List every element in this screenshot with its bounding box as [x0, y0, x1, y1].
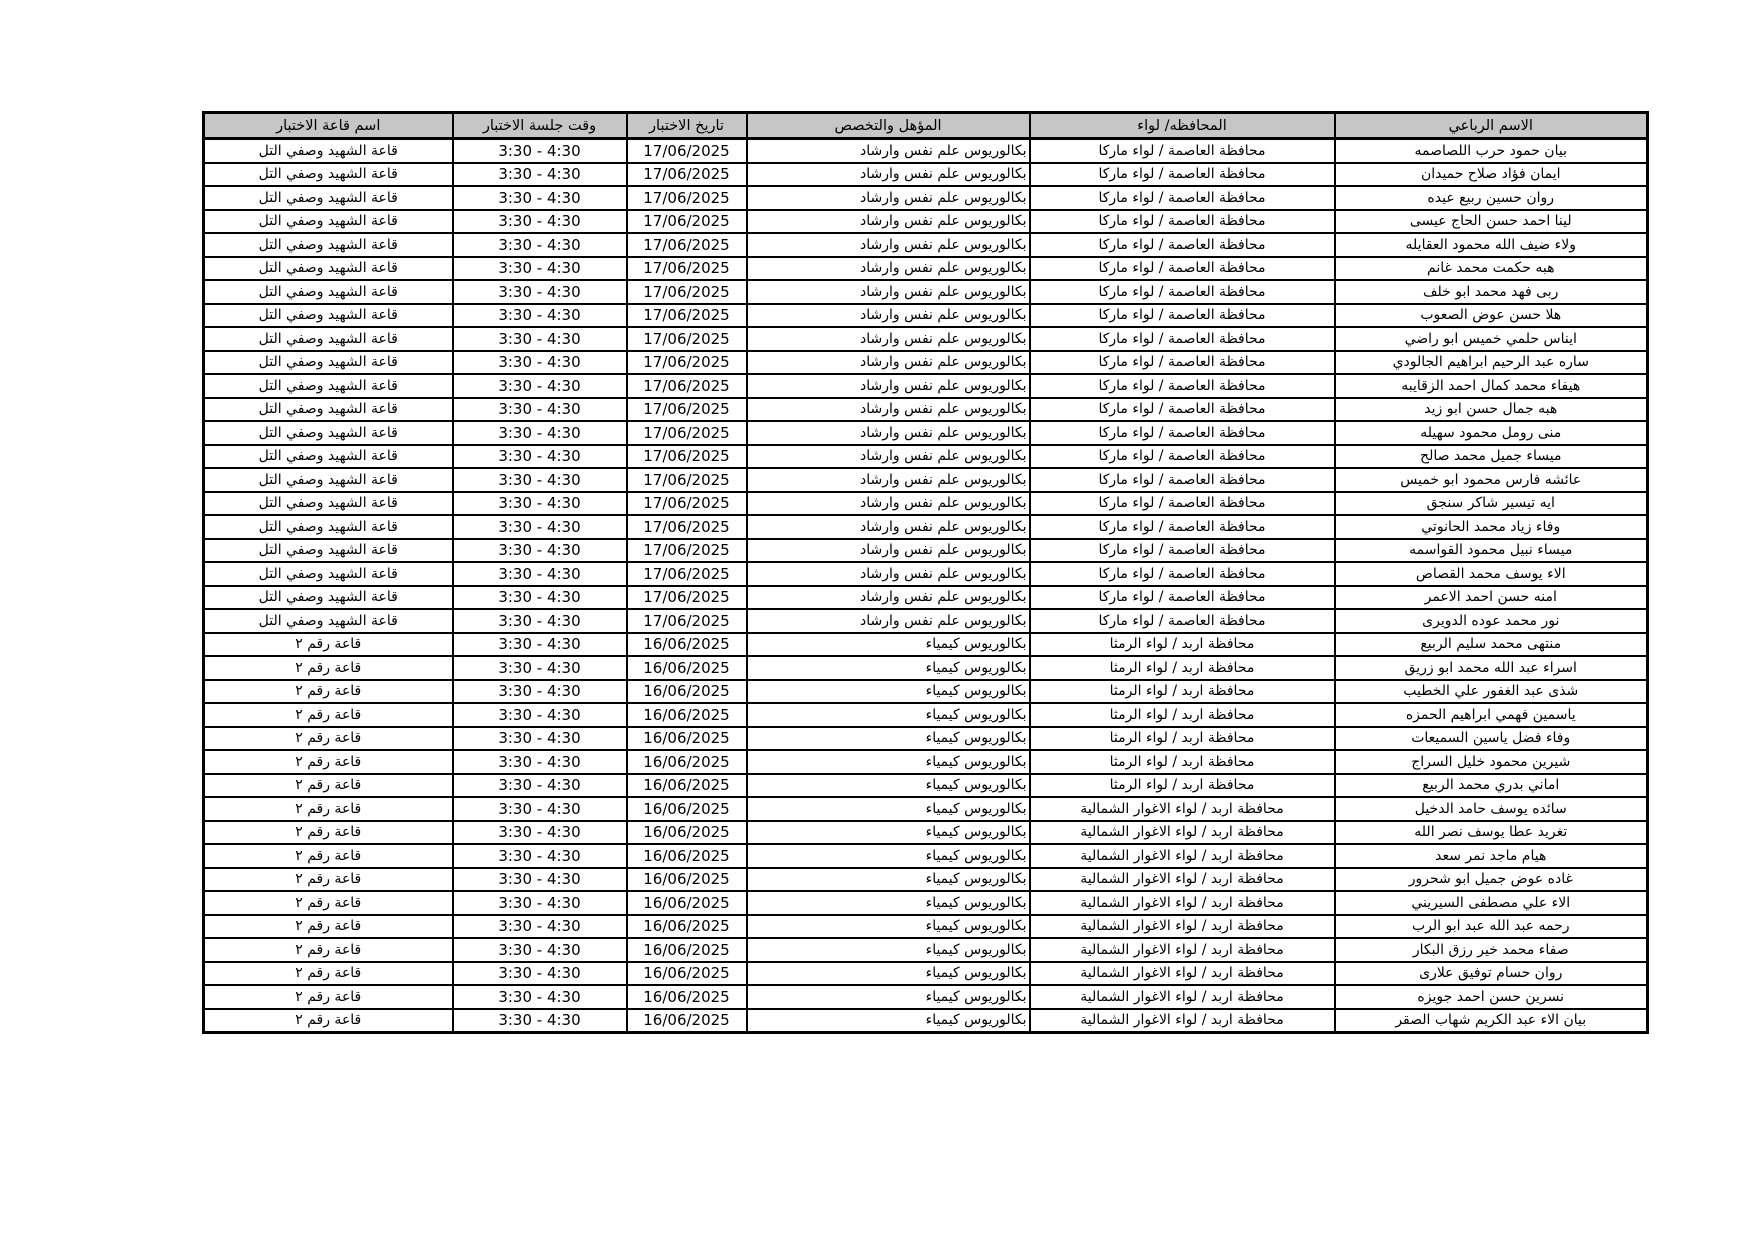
- cell-name: اسراء عبد الله محمد ابو زريق: [1335, 656, 1648, 680]
- cell-name: نور محمد عوده الدويرى: [1335, 609, 1648, 633]
- cell-name: شذى عبد الغفور علي الخطيب: [1335, 680, 1648, 704]
- cell-time: 3:30 - 4:30: [453, 868, 627, 892]
- cell-qualification: بكالوريوس علم نفس وارشاد: [747, 257, 1030, 281]
- cell-name: هيام ماجد نمر سعد: [1335, 844, 1648, 868]
- cell-date: 17/06/2025: [627, 586, 747, 610]
- cell-date: 16/06/2025: [627, 774, 747, 798]
- cell-name: بيان حمود حرب اللصاصمه: [1335, 139, 1648, 163]
- table-row: [204, 515, 1648, 539]
- table-row: [204, 280, 1648, 304]
- table-row: [204, 586, 1648, 610]
- cell-time: 3:30 - 4:30: [453, 515, 627, 539]
- cell-governorate: محافظة اربد / لواء الرمثا: [1030, 703, 1335, 727]
- cell-qualification: بكالوريوس كيمياء: [747, 656, 1030, 680]
- cell-time: 3:30 - 4:30: [453, 492, 627, 516]
- table-row: [204, 562, 1648, 586]
- cell-time: 3:30 - 4:30: [453, 233, 627, 257]
- table-row: [204, 750, 1648, 774]
- cell-name: منى رومل محمود سهيله: [1335, 421, 1648, 445]
- cell-name: نسرين حسن احمد جويزه: [1335, 985, 1648, 1009]
- table-row: [204, 304, 1648, 328]
- cell-governorate: محافظة العاصمة / لواء ماركا: [1030, 304, 1335, 328]
- cell-name: غاده عوض جميل ابو شحرور: [1335, 868, 1648, 892]
- cell-qualification: بكالوريوس علم نفس وارشاد: [747, 492, 1030, 516]
- cell-hall: قاعة الشهيد وصفي التل: [204, 327, 453, 351]
- cell-time: 3:30 - 4:30: [453, 539, 627, 563]
- table-row: [204, 609, 1648, 633]
- cell-hall: قاعة رقم ٢: [204, 891, 453, 915]
- cell-hall: قاعة الشهيد وصفي التل: [204, 374, 453, 398]
- cell-time: 3:30 - 4:30: [453, 938, 627, 962]
- cell-governorate: محافظة العاصمة / لواء ماركا: [1030, 562, 1335, 586]
- table-row: [204, 163, 1648, 187]
- cell-hall: قاعة الشهيد وصفي التل: [204, 421, 453, 445]
- table-row: [204, 891, 1648, 915]
- cell-hall: قاعة الشهيد وصفي التل: [204, 398, 453, 422]
- cell-time: 3:30 - 4:30: [453, 1009, 627, 1033]
- cell-hall: قاعة الشهيد وصفي التل: [204, 257, 453, 281]
- cell-name: شيرين محمود خليل السراج: [1335, 750, 1648, 774]
- cell-name: اماني بدري محمد الربيع: [1335, 774, 1648, 798]
- cell-date: 17/06/2025: [627, 280, 747, 304]
- cell-date: 17/06/2025: [627, 468, 747, 492]
- header-time: وقت جلسة الاختبار: [453, 113, 627, 139]
- cell-qualification: بكالوريوس علم نفس وارشاد: [747, 398, 1030, 422]
- cell-hall: قاعة رقم ٢: [204, 938, 453, 962]
- table-row: [204, 915, 1648, 939]
- cell-time: 3:30 - 4:30: [453, 609, 627, 633]
- cell-governorate: محافظة اربد / لواء الاغوار الشمالية: [1030, 1009, 1335, 1033]
- cell-governorate: محافظة العاصمة / لواء ماركا: [1030, 186, 1335, 210]
- cell-time: 3:30 - 4:30: [453, 821, 627, 845]
- cell-governorate: محافظة العاصمة / لواء ماركا: [1030, 515, 1335, 539]
- cell-name: سائده يوسف حامد الدخيل: [1335, 797, 1648, 821]
- cell-governorate: محافظة اربد / لواء الاغوار الشمالية: [1030, 797, 1335, 821]
- table-header: [204, 113, 1648, 139]
- cell-governorate: محافظة العاصمة / لواء ماركا: [1030, 374, 1335, 398]
- table-row: [204, 774, 1648, 798]
- cell-qualification: بكالوريوس علم نفس وارشاد: [747, 351, 1030, 375]
- cell-qualification: بكالوريوس علم نفس وارشاد: [747, 515, 1030, 539]
- table-row: [204, 985, 1648, 1009]
- cell-hall: قاعة الشهيد وصفي التل: [204, 586, 453, 610]
- table-row: [204, 327, 1648, 351]
- cell-date: 16/06/2025: [627, 915, 747, 939]
- cell-governorate: محافظة اربد / لواء الاغوار الشمالية: [1030, 915, 1335, 939]
- cell-date: 17/06/2025: [627, 139, 747, 163]
- cell-governorate: محافظة اربد / لواء الرمثا: [1030, 774, 1335, 798]
- header-date: تاريخ الاختبار: [627, 113, 747, 139]
- cell-governorate: محافظة العاصمة / لواء ماركا: [1030, 327, 1335, 351]
- table-row: [204, 868, 1648, 892]
- cell-qualification: بكالوريوس علم نفس وارشاد: [747, 421, 1030, 445]
- header-hall: اسم قاعة الاختبار: [204, 113, 453, 139]
- cell-governorate: محافظة اربد / لواء الرمثا: [1030, 633, 1335, 657]
- cell-date: 17/06/2025: [627, 351, 747, 375]
- cell-name: ولاء ضيف الله محمود العقايله: [1335, 233, 1648, 257]
- cell-time: 3:30 - 4:30: [453, 680, 627, 704]
- table-row: [204, 727, 1648, 751]
- cell-time: 3:30 - 4:30: [453, 633, 627, 657]
- table-row: [204, 539, 1648, 563]
- table-row: [204, 680, 1648, 704]
- table-row: [204, 445, 1648, 469]
- cell-date: 16/06/2025: [627, 891, 747, 915]
- cell-qualification: بكالوريوس كيمياء: [747, 680, 1030, 704]
- cell-hall: قاعة رقم ٢: [204, 680, 453, 704]
- cell-date: 16/06/2025: [627, 821, 747, 845]
- cell-qualification: بكالوريوس علم نفس وارشاد: [747, 304, 1030, 328]
- cell-qualification: بكالوريوس كيمياء: [747, 1009, 1030, 1033]
- cell-qualification: بكالوريوس كيمياء: [747, 797, 1030, 821]
- cell-governorate: محافظة اربد / لواء الاغوار الشمالية: [1030, 985, 1335, 1009]
- cell-qualification: بكالوريوس علم نفس وارشاد: [747, 374, 1030, 398]
- cell-qualification: بكالوريوس علم نفس وارشاد: [747, 562, 1030, 586]
- cell-date: 17/06/2025: [627, 327, 747, 351]
- cell-qualification: بكالوريوس كيمياء: [747, 750, 1030, 774]
- cell-date: 16/06/2025: [627, 844, 747, 868]
- cell-date: 16/06/2025: [627, 962, 747, 986]
- cell-governorate: محافظة العاصمة / لواء ماركا: [1030, 210, 1335, 234]
- cell-qualification: بكالوريوس علم نفس وارشاد: [747, 539, 1030, 563]
- cell-hall: قاعة الشهيد وصفي التل: [204, 139, 453, 163]
- cell-governorate: محافظة العاصمة / لواء ماركا: [1030, 257, 1335, 281]
- cell-governorate: محافظة اربد / لواء الاغوار الشمالية: [1030, 938, 1335, 962]
- cell-governorate: محافظة اربد / لواء الاغوار الشمالية: [1030, 821, 1335, 845]
- cell-name: ياسمين فهمي ابراهيم الحمزه: [1335, 703, 1648, 727]
- cell-date: 16/06/2025: [627, 1009, 747, 1033]
- table-row: [204, 257, 1648, 281]
- cell-hall: قاعة الشهيد وصفي التل: [204, 280, 453, 304]
- cell-time: 3:30 - 4:30: [453, 139, 627, 163]
- cell-name: روان حسام توفيق علارى: [1335, 962, 1648, 986]
- cell-hall: قاعة رقم ٢: [204, 633, 453, 657]
- cell-name: امنه حسن احمد الاعمر: [1335, 586, 1648, 610]
- cell-time: 3:30 - 4:30: [453, 750, 627, 774]
- header-name: الاسم الرباعي: [1335, 113, 1648, 139]
- cell-date: 16/06/2025: [627, 750, 747, 774]
- cell-name: ميساء جميل محمد صالح: [1335, 445, 1648, 469]
- cell-time: 3:30 - 4:30: [453, 445, 627, 469]
- cell-qualification: بكالوريوس علم نفس وارشاد: [747, 139, 1030, 163]
- cell-date: 17/06/2025: [627, 562, 747, 586]
- table-row: [204, 233, 1648, 257]
- cell-qualification: بكالوريوس كيمياء: [747, 633, 1030, 657]
- cell-time: 3:30 - 4:30: [453, 163, 627, 187]
- header-row: [204, 113, 1648, 139]
- cell-hall: قاعة الشهيد وصفي التل: [204, 163, 453, 187]
- cell-hall: قاعة رقم ٢: [204, 1009, 453, 1033]
- cell-qualification: بكالوريوس كيمياء: [747, 844, 1030, 868]
- cell-qualification: بكالوريوس كيمياء: [747, 962, 1030, 986]
- cell-time: 3:30 - 4:30: [453, 586, 627, 610]
- cell-time: 3:30 - 4:30: [453, 468, 627, 492]
- cell-name: لينا احمد حسن الحاج عيسى: [1335, 210, 1648, 234]
- cell-qualification: بكالوريوس كيمياء: [747, 774, 1030, 798]
- cell-date: 16/06/2025: [627, 868, 747, 892]
- cell-qualification: بكالوريوس كيمياء: [747, 891, 1030, 915]
- cell-qualification: بكالوريوس علم نفس وارشاد: [747, 468, 1030, 492]
- cell-qualification: بكالوريوس كيمياء: [747, 703, 1030, 727]
- cell-date: 16/06/2025: [627, 680, 747, 704]
- table-row: [204, 398, 1648, 422]
- cell-governorate: محافظة العاصمة / لواء ماركا: [1030, 351, 1335, 375]
- cell-date: 17/06/2025: [627, 421, 747, 445]
- cell-governorate: محافظة اربد / لواء الاغوار الشمالية: [1030, 868, 1335, 892]
- cell-date: 17/06/2025: [627, 233, 747, 257]
- cell-time: 3:30 - 4:30: [453, 374, 627, 398]
- cell-date: 16/06/2025: [627, 656, 747, 680]
- cell-governorate: محافظة اربد / لواء الرمثا: [1030, 680, 1335, 704]
- cell-name: منتهى محمد سليم الربيع: [1335, 633, 1648, 657]
- cell-name: ميساء نبيل محمود القواسمه: [1335, 539, 1648, 563]
- cell-hall: قاعة الشهيد وصفي التل: [204, 515, 453, 539]
- table-row: [204, 821, 1648, 845]
- cell-governorate: محافظة العاصمة / لواء ماركا: [1030, 139, 1335, 163]
- cell-name: وفاء فضل ياسين السميعات: [1335, 727, 1648, 751]
- table-row: [204, 962, 1648, 986]
- cell-governorate: محافظة العاصمة / لواء ماركا: [1030, 539, 1335, 563]
- table-row: [204, 633, 1648, 657]
- cell-hall: قاعة رقم ٢: [204, 985, 453, 1009]
- cell-qualification: بكالوريوس كيمياء: [747, 985, 1030, 1009]
- table-row: [204, 797, 1648, 821]
- cell-governorate: محافظة العاصمة / لواء ماركا: [1030, 421, 1335, 445]
- table-row: [204, 210, 1648, 234]
- cell-hall: قاعة رقم ٢: [204, 844, 453, 868]
- cell-hall: قاعة الشهيد وصفي التل: [204, 609, 453, 633]
- cell-governorate: محافظة اربد / لواء الرمثا: [1030, 656, 1335, 680]
- cell-governorate: محافظة اربد / لواء الرمثا: [1030, 750, 1335, 774]
- cell-date: 16/06/2025: [627, 938, 747, 962]
- cell-time: 3:30 - 4:30: [453, 985, 627, 1009]
- cell-hall: قاعة الشهيد وصفي التل: [204, 186, 453, 210]
- cell-time: 3:30 - 4:30: [453, 797, 627, 821]
- cell-time: 3:30 - 4:30: [453, 774, 627, 798]
- cell-date: 16/06/2025: [627, 703, 747, 727]
- cell-qualification: بكالوريوس علم نفس وارشاد: [747, 586, 1030, 610]
- cell-hall: قاعة الشهيد وصفي التل: [204, 539, 453, 563]
- cell-time: 3:30 - 4:30: [453, 421, 627, 445]
- cell-time: 3:30 - 4:30: [453, 210, 627, 234]
- cell-qualification: بكالوريوس علم نفس وارشاد: [747, 233, 1030, 257]
- cell-time: 3:30 - 4:30: [453, 915, 627, 939]
- cell-name: ايناس حلمي خميس ابو راضي: [1335, 327, 1648, 351]
- table-row: [204, 656, 1648, 680]
- table-row: [204, 186, 1648, 210]
- cell-date: 16/06/2025: [627, 633, 747, 657]
- cell-qualification: بكالوريوس علم نفس وارشاد: [747, 186, 1030, 210]
- cell-date: 17/06/2025: [627, 210, 747, 234]
- cell-name: تغريد عطا يوسف نصر الله: [1335, 821, 1648, 845]
- cell-governorate: محافظة العاصمة / لواء ماركا: [1030, 586, 1335, 610]
- cell-time: 3:30 - 4:30: [453, 891, 627, 915]
- cell-date: 17/06/2025: [627, 163, 747, 187]
- cell-qualification: بكالوريوس علم نفس وارشاد: [747, 210, 1030, 234]
- cell-hall: قاعة الشهيد وصفي التل: [204, 468, 453, 492]
- cell-name: وفاء زياد محمد الحانوتي: [1335, 515, 1648, 539]
- cell-hall: قاعة رقم ٢: [204, 797, 453, 821]
- cell-name: رحمه عبد الله عبد ابو الرب: [1335, 915, 1648, 939]
- cell-time: 3:30 - 4:30: [453, 703, 627, 727]
- header-governorate: المحافظه/ لواء: [1030, 113, 1335, 139]
- cell-hall: قاعة رقم ٢: [204, 962, 453, 986]
- cell-time: 3:30 - 4:30: [453, 727, 627, 751]
- cell-name: ساره عبد الرحيم ابراهيم الجالودي: [1335, 351, 1648, 375]
- cell-name: الاء علي مصطفى السيريني: [1335, 891, 1648, 915]
- cell-date: 17/06/2025: [627, 398, 747, 422]
- cell-hall: قاعة الشهيد وصفي التل: [204, 562, 453, 586]
- cell-name: روان حسين ربيع عيده: [1335, 186, 1648, 210]
- cell-qualification: بكالوريوس علم نفس وارشاد: [747, 445, 1030, 469]
- cell-time: 3:30 - 4:30: [453, 962, 627, 986]
- cell-time: 3:30 - 4:30: [453, 656, 627, 680]
- cell-time: 3:30 - 4:30: [453, 562, 627, 586]
- cell-hall: قاعة رقم ٢: [204, 915, 453, 939]
- cell-time: 3:30 - 4:30: [453, 257, 627, 281]
- table-row: [204, 351, 1648, 375]
- cell-hall: قاعة الشهيد وصفي التل: [204, 304, 453, 328]
- cell-name: هبه حكمت محمد غانم: [1335, 257, 1648, 281]
- cell-qualification: بكالوريوس علم نفس وارشاد: [747, 163, 1030, 187]
- cell-hall: قاعة رقم ٢: [204, 727, 453, 751]
- cell-hall: قاعة الشهيد وصفي التل: [204, 351, 453, 375]
- cell-date: 17/06/2025: [627, 515, 747, 539]
- cell-date: 16/06/2025: [627, 797, 747, 821]
- cell-name: عائشه فارس محمود ابو خميس: [1335, 468, 1648, 492]
- cell-date: 17/06/2025: [627, 539, 747, 563]
- cell-time: 3:30 - 4:30: [453, 304, 627, 328]
- cell-hall: قاعة رقم ٢: [204, 774, 453, 798]
- cell-date: 17/06/2025: [627, 609, 747, 633]
- table-row: [204, 421, 1648, 445]
- cell-name: بيان الاء عبد الكريم شهاب الصقر: [1335, 1009, 1648, 1033]
- table-row: [204, 938, 1648, 962]
- cell-governorate: محافظة اربد / لواء الاغوار الشمالية: [1030, 844, 1335, 868]
- cell-governorate: محافظة العاصمة / لواء ماركا: [1030, 398, 1335, 422]
- cell-date: 17/06/2025: [627, 304, 747, 328]
- cell-name: هلا حسن عوض الصعوب: [1335, 304, 1648, 328]
- cell-governorate: محافظة العاصمة / لواء ماركا: [1030, 492, 1335, 516]
- cell-governorate: محافظة العاصمة / لواء ماركا: [1030, 445, 1335, 469]
- cell-qualification: بكالوريوس كيمياء: [747, 938, 1030, 962]
- table-row: [204, 468, 1648, 492]
- cell-governorate: محافظة العاصمة / لواء ماركا: [1030, 233, 1335, 257]
- header-qualification: المؤهل والتخصص: [747, 113, 1030, 139]
- schedule-table-body: [204, 139, 1648, 1033]
- table-row: [204, 703, 1648, 727]
- cell-governorate: محافظة اربد / لواء الاغوار الشمالية: [1030, 962, 1335, 986]
- cell-date: 16/06/2025: [627, 727, 747, 751]
- cell-hall: قاعة رقم ٢: [204, 821, 453, 845]
- cell-name: الاء يوسف محمد القصاص: [1335, 562, 1648, 586]
- cell-time: 3:30 - 4:30: [453, 280, 627, 304]
- cell-date: 17/06/2025: [627, 445, 747, 469]
- cell-name: ايمان فؤاد صلاح حميدان: [1335, 163, 1648, 187]
- cell-date: 17/06/2025: [627, 186, 747, 210]
- table-row: [204, 139, 1648, 163]
- cell-hall: قاعة رقم ٢: [204, 868, 453, 892]
- cell-qualification: بكالوريوس كيمياء: [747, 821, 1030, 845]
- cell-qualification: بكالوريوس كيمياء: [747, 868, 1030, 892]
- cell-qualification: بكالوريوس كيمياء: [747, 727, 1030, 751]
- cell-hall: قاعة الشهيد وصفي التل: [204, 492, 453, 516]
- table-row: [204, 492, 1648, 516]
- cell-governorate: محافظة العاصمة / لواء ماركا: [1030, 468, 1335, 492]
- cell-qualification: بكالوريوس علم نفس وارشاد: [747, 609, 1030, 633]
- cell-hall: قاعة الشهيد وصفي التل: [204, 233, 453, 257]
- cell-name: ايه تيسير شاكر سنجق: [1335, 492, 1648, 516]
- table-row: [204, 1009, 1648, 1033]
- cell-time: 3:30 - 4:30: [453, 351, 627, 375]
- cell-governorate: محافظة اربد / لواء الرمثا: [1030, 727, 1335, 751]
- cell-date: 17/06/2025: [627, 257, 747, 281]
- cell-hall: قاعة الشهيد وصفي التل: [204, 210, 453, 234]
- exam-schedule-table: [202, 111, 1649, 1034]
- cell-qualification: بكالوريوس علم نفس وارشاد: [747, 280, 1030, 304]
- table-row: [204, 374, 1648, 398]
- cell-name: ربى فهد محمد ابو خلف: [1335, 280, 1648, 304]
- cell-qualification: بكالوريوس كيمياء: [747, 915, 1030, 939]
- cell-time: 3:30 - 4:30: [453, 398, 627, 422]
- cell-governorate: محافظة العاصمة / لواء ماركا: [1030, 280, 1335, 304]
- table-row: [204, 844, 1648, 868]
- cell-date: 17/06/2025: [627, 492, 747, 516]
- cell-qualification: بكالوريوس علم نفس وارشاد: [747, 327, 1030, 351]
- cell-governorate: محافظة العاصمة / لواء ماركا: [1030, 163, 1335, 187]
- cell-name: هيفاء محمد كمال احمد الزقايبه: [1335, 374, 1648, 398]
- cell-name: هبه جمال حسن ابو زيد: [1335, 398, 1648, 422]
- cell-hall: قاعة الشهيد وصفي التل: [204, 445, 453, 469]
- cell-hall: قاعة رقم ٢: [204, 656, 453, 680]
- cell-time: 3:30 - 4:30: [453, 327, 627, 351]
- cell-time: 3:30 - 4:30: [453, 844, 627, 868]
- cell-governorate: محافظة اربد / لواء الاغوار الشمالية: [1030, 891, 1335, 915]
- cell-date: 16/06/2025: [627, 985, 747, 1009]
- cell-date: 17/06/2025: [627, 374, 747, 398]
- cell-name: صفاء محمد خير رزق البكار: [1335, 938, 1648, 962]
- cell-time: 3:30 - 4:30: [453, 186, 627, 210]
- cell-hall: قاعة رقم ٢: [204, 750, 453, 774]
- cell-governorate: محافظة العاصمة / لواء ماركا: [1030, 609, 1335, 633]
- cell-hall: قاعة رقم ٢: [204, 703, 453, 727]
